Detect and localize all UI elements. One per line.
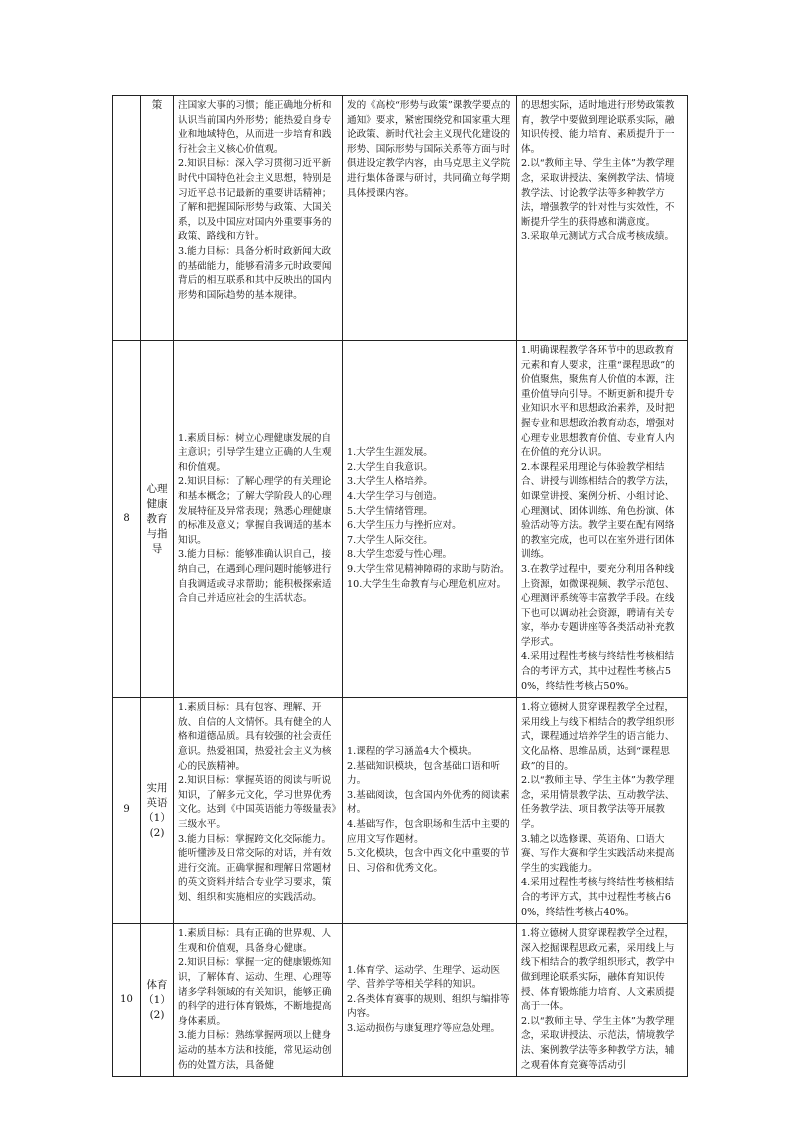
- course-content: [343, 698, 517, 924]
- course-name: 策: [141, 96, 174, 341]
- content-line: 7.大学生人际交往。: [347, 534, 433, 546]
- content-line: 3.运动损伤与康复理疗等应急处理。: [347, 1023, 501, 1035]
- teaching-requirements: [517, 96, 688, 341]
- table-row: [113, 341, 688, 698]
- requirement-line: 2.本课程采用理论与体验教学相结合、讲授与训练相结合的教学方法，如课堂讲授、案例分析、小组讨论、心理测试、团体训练、角色扮演、体验活动等方法。教学主要在配有网络的教室完成，也可以在室外进行团体训练。: [521, 461, 675, 561]
- content-line: 4.基础写作，包含职场和生活中主要的应用文写作题材。: [347, 819, 510, 845]
- objective-line: 3.能力目标：能够准确认识自己，接纳自己，在遇到心理问题时能够进行自我调适或寻求帮助；能积极探索适合自己并适应社会的生活状态。: [178, 549, 332, 605]
- requirement-line: 4.采用过程性考核与终结性考核相结合的考评方式，其中过程性考核占50%，终结性考核占50%。: [521, 651, 675, 692]
- objective-line: 2.知识目标：掌握一定的健康锻炼知识，了解体育、运动、生理、心理等诸多学科领域的有关知识，能够正确的科学的进行体育锻炼，不断地提高身体素质。: [178, 957, 332, 1027]
- requirement-line: 4.采用过程性考核与终结性考核相结合的考评方式，其中过程性考核占60%，终结性考核占40%。: [521, 877, 675, 918]
- curriculum-table: [112, 95, 688, 1077]
- course-content: [343, 96, 517, 341]
- objective-line: 2.知识目标：了解心理学的有关理论和基本概念；了解大学阶段人的心理发展特征及异常表现；熟悉心理健康的标准及意义；掌握自我调适的基本知识。: [178, 476, 332, 546]
- content-line: 3.大学生人格培养。: [347, 476, 433, 488]
- objective-line: 1.素质目标：树立心理健康发展的自主意识；引导学生建立正确的人生观和价值观。: [178, 432, 332, 473]
- teaching-requirements: [517, 341, 688, 698]
- course-objectives: [174, 96, 343, 341]
- requirement-line: 1.将立德树人贯穿课程教学全过程，深入挖掘课程思政元素，采用线上与线下相结合的教学组织形式，教学中做到理论联系实际，融体育知识传授、体育锻炼能力培育、人文素质提高于一体。: [521, 928, 675, 1013]
- table-row: [113, 96, 688, 341]
- content-line: 9.大学生常见精神障碍的求助与防治。: [347, 563, 510, 575]
- objective-line: 3.能力目标：掌握跨文化交际能力。能听懂涉及日常交际的对话，并有效进行交流。正确掌握和理解日常题材的英文资料并结合专业学习要求，策划、组织和实施相应的实践活动。: [178, 833, 332, 903]
- objective-line: 3.能力目标：熟练掌握两项以上健身运动的基本方法和技能，常见运动创伤的处置方法，具备健: [178, 1030, 332, 1071]
- content-line: 6.大学生压力与挫折应对。: [347, 520, 462, 532]
- content-line: 1.课程的学习涵盖4大个模块。: [347, 746, 478, 758]
- content-line: 1.体育学、运动学、生理学、运动医学、营养学等相关学科的知识。: [347, 964, 501, 991]
- requirement-line: 1.将立德树人贯穿课程教学全过程，采用线上与线下相结合的教学组织形式，课程通过培养学生的语言能力、文化品格、思维品质，达到“课程思政”的目的。: [521, 702, 675, 772]
- content-line: 8.大学生恋爱与性心理。: [347, 549, 453, 561]
- course-objectives: [174, 924, 343, 1077]
- content-line: 2.基础知识模块，包含基础口语和听力。: [347, 760, 501, 787]
- content-line: 5.大学生情绪管理。: [347, 505, 433, 517]
- teaching-requirements: [517, 924, 688, 1077]
- content-line: 1.大学生生涯发展。: [347, 447, 433, 459]
- content-line: 4.大学生学习与创造。: [347, 490, 443, 502]
- content-line: 10.大学生生命教育与心理危机应对。: [347, 578, 507, 590]
- requirement-line: 3.采取单元测试方式合成考核成绩。: [521, 231, 675, 243]
- row-number: 9: [113, 698, 141, 924]
- row-number: [113, 96, 141, 341]
- course-content: [343, 924, 517, 1077]
- objective-line: 2.知识目标：深入学习贯彻习近平新时代中国特色社会主义思想，特别是习近平总书记最新的重要讲话精神；了解和把握国际形势与政策、大国关系，以及中国应对国内外重要事务的政策、路线和方针。: [178, 158, 332, 243]
- table-row: [113, 924, 688, 1077]
- requirement-line: 1.明确课程教学各环节中的思政教育元素和育人要求，注重“课程思政”的价值聚焦，聚焦育人价值的本源，注重价值导向引导。不断更新和提升专业知识水平和思想政治素养，及时把握专业和思想政治教育动态，增强对心理专业思想教育价值、专业育人内在价值的充分认识。: [521, 345, 675, 459]
- objective-line: 注国家大事的习惯；能正确地分析和认识当前国内外形势；能热爱自身专业和地域特色，从而进一步培育和践行社会主义核心价值观。: [178, 100, 332, 155]
- requirement-line: 的思想实际，适时地进行形势政策教育，教学中要做到理论联系实际，融知识传授、能力培育、素质提升于一体。: [521, 100, 675, 155]
- content-line: 2.大学生自我意识。: [347, 461, 433, 473]
- course-name: 体育（1）(2): [141, 924, 174, 1077]
- requirement-line: 2.以“教师主导、学生主体”为教学理念，采取讲授法、案例教学法、情境教学法、讨论教学法等多种教学方法，增强教学的针对性与实效性，不断提升学生的获得感和满意度。: [521, 158, 675, 228]
- requirement-line: 2.以“教师主导、学生主体”为教学理念，采取讲授法、示范法，情境教学法、案例教学法等多种教学方法，辅之观看体育竞赛等活动引: [521, 1015, 675, 1071]
- requirement-line: 2.以“教师主导、学生主体”为教学理念，采用情景教学法、互动教学法、任务教学法、项目教学法等开展教学。: [521, 775, 675, 830]
- course-objectives: [174, 341, 343, 698]
- objective-line: 2.知识目标：掌握英语的阅读与听说知识，了解多元文化，学习世界优秀文化。达到《中国英语能力等级量表》三级水平。: [178, 775, 337, 830]
- course-name: 实用英语（1）(2): [141, 698, 174, 924]
- requirement-line: 3.辅之以选修课、英语角、口语大赛、写作大赛和学生实践活动来提高学生的实践能力。: [521, 833, 675, 874]
- course-objectives: [174, 698, 343, 924]
- content-line: 发的《高校“形势与政策”课教学要点的通知》要求，紧密围绕党和国家重大理论政策、新时代社会主义现代化建设的形势、国际形势与国际关系等方面与时俱进设定教学内容，由马克思主义学院进行集体备课与研讨，共同确立每学期具体授课内容。: [347, 100, 511, 199]
- content-line: 3.基础阅读，包含国内外优秀的阅读素材。: [347, 789, 510, 816]
- row-number: 8: [113, 341, 141, 698]
- course-name: 心理健康教育与指导: [141, 341, 174, 698]
- objective-line: 1.素质目标：具有正确的世界观、人生观和价值观，具备身心健康。: [178, 928, 332, 954]
- objective-line: 1.素质目标：具有包容、理解、开放、自信的人文情怀。具有健全的人格和道德品质。具有较强的社会责任意识。热爱祖国，热爱社会主义为核心的民族精神。: [178, 702, 332, 772]
- content-line: 2.各类体育赛事的规则、组织与编排等内容。: [347, 993, 510, 1020]
- teaching-requirements: [517, 698, 688, 924]
- table-row: [113, 698, 688, 924]
- objective-line: 3.能力目标：具备分析时政新闻大政的基础能力，能够看清多元时政要闻背后的相互联系和其中反映出的国内形势和国际趋势的基本规律。: [178, 245, 332, 301]
- requirement-line: 3.在教学过程中，要充分利用各种线上资源，如微课视频、教学示范包、心理测评系统等丰富教学手段。在线下也可以调动社会资源，聘请有关专家，举办专题讲座等各类活动补充教学形式。: [521, 563, 675, 648]
- course-content: [343, 341, 517, 698]
- content-line: 5.文化模块，包含中西文化中重要的节日、习俗和优秀文化。: [347, 848, 510, 874]
- row-number: 10: [113, 924, 141, 1077]
